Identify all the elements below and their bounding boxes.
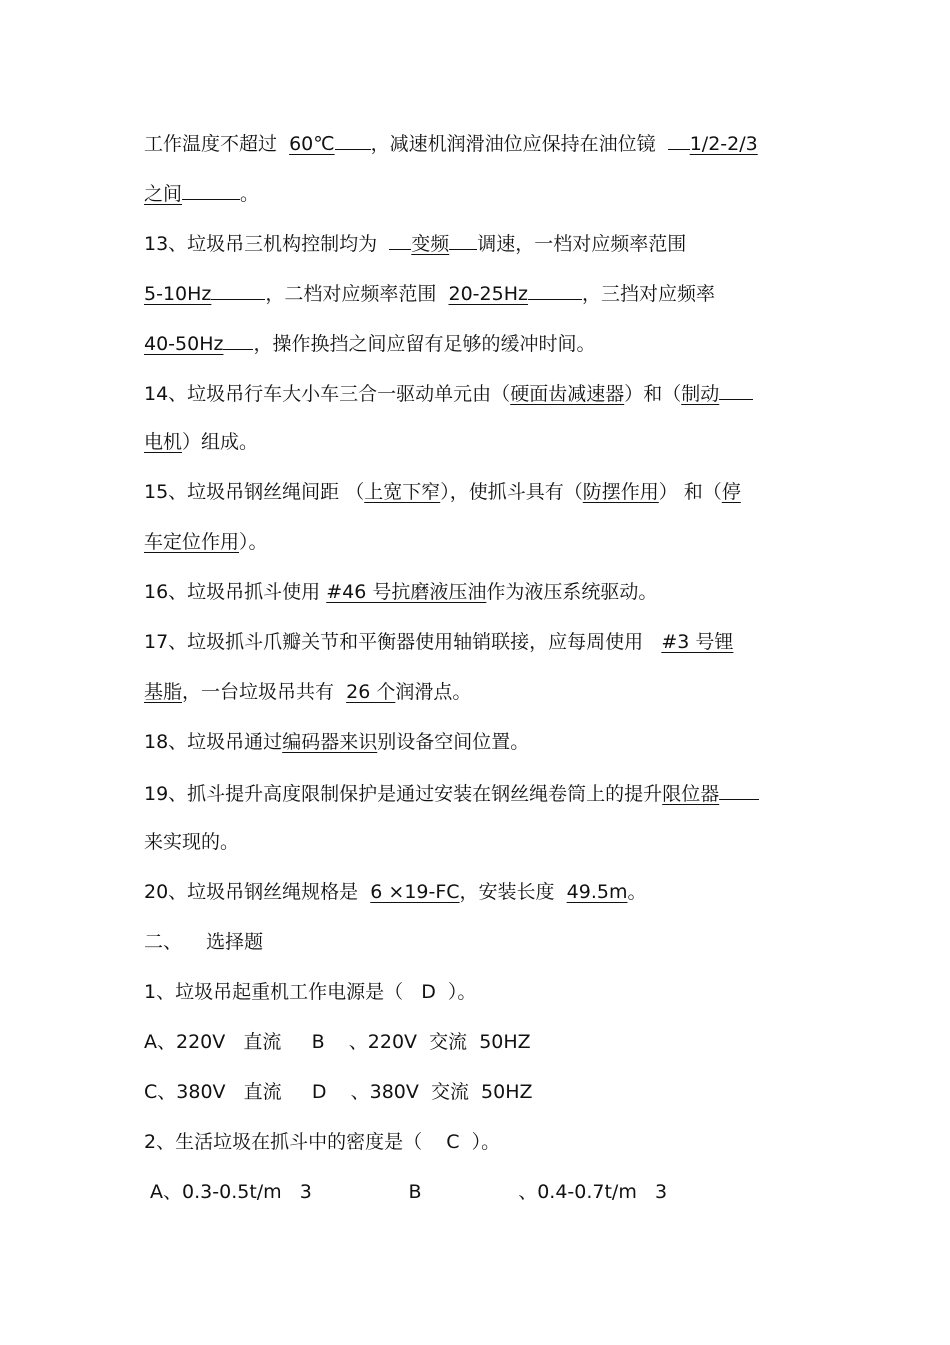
text-run: ）。 — [239, 531, 268, 553]
text-run: 1、垃圾吊起重机工作电源是（ D ）。 — [144, 981, 477, 1003]
answer-blank: 车定位作用 — [144, 531, 240, 553]
text-line — [144, 427, 808, 457]
text-run: 16、垃圾吊抓斗使用 — [144, 581, 327, 603]
underline-blank — [223, 327, 253, 350]
text-run: ）组成。 — [182, 431, 259, 453]
option-line — [144, 1177, 808, 1207]
answer-blank: 上宽下窄 — [364, 481, 441, 503]
text-run: ，减速机润滑油位应保持在油位镜 — [370, 133, 668, 155]
answer-blank: 60℃ — [289, 133, 335, 155]
text-line — [144, 627, 808, 657]
underline-blank — [335, 127, 371, 150]
text-line — [144, 127, 808, 157]
text-line — [144, 527, 808, 557]
answer-blank: 限位器 — [662, 783, 720, 805]
text-run: 。 — [627, 881, 647, 903]
text-line — [144, 677, 808, 707]
text-line — [144, 877, 808, 907]
text-run: 别设备空间位置。 — [377, 731, 530, 753]
underline-blank — [668, 127, 690, 150]
underline-blank — [528, 277, 582, 300]
text-run: 工作温度不超过 — [144, 133, 290, 155]
answer-blank: 1/2-2/3 — [689, 133, 758, 155]
answer-blank: 之间 — [144, 183, 183, 205]
text-run: ，三挡对应频率 — [581, 283, 715, 305]
text-line — [144, 327, 808, 357]
option-line — [144, 1027, 808, 1057]
answer-blank: 防摆作用 — [582, 481, 659, 503]
text-run: A、0.3-0.5t/m 3 B 、0.4-0.7t/m 3 — [144, 1181, 668, 1203]
text-run: 13、垃圾吊三机构控制均为 — [144, 233, 390, 255]
text-run: 。 — [240, 183, 260, 205]
text-run: A、220V 直流 B 、220V 交流 50HZ — [144, 1031, 531, 1053]
answer-blank: #3 号锂 — [661, 631, 734, 653]
section-heading — [144, 927, 808, 957]
text-line — [144, 727, 808, 757]
text-run: ），使抓斗具有（ — [440, 481, 583, 503]
answer-blank: 编码器来识 — [282, 731, 378, 753]
answer-blank: #46 号抗磨液压油 — [326, 581, 487, 603]
text-run: 19、抓斗提升高度限制保护是通过安装在钢丝绳卷筒上的提升 — [144, 783, 663, 805]
question-line — [144, 977, 808, 1007]
text-run: ）和（ — [624, 383, 682, 405]
answer-blank: 停 — [721, 481, 741, 503]
text-run: 作为液压系统驱动。 — [486, 581, 658, 603]
question-line — [144, 1127, 808, 1157]
text-run: 17、垃圾抓斗爪瓣关节和平衡器使用轴销联接，应每周使用 — [144, 631, 662, 653]
text-run: 20、垃圾吊钢丝绳规格是 — [144, 881, 371, 903]
text-line — [144, 177, 808, 207]
answer-blank: 制动 — [681, 383, 720, 405]
answer-blank: 49.5m — [566, 881, 628, 903]
text-run: 14、垃圾吊行车大小车三合一驱动单元由（ — [144, 383, 511, 405]
text-run: 15、垃圾吊钢丝绳间距 （ — [144, 481, 365, 503]
underline-blank — [719, 377, 753, 400]
text-line — [144, 577, 808, 607]
text-line — [144, 377, 808, 407]
underline-blank — [182, 177, 240, 200]
text-run: ） 和（ — [658, 481, 722, 503]
answer-blank: 电机 — [144, 431, 183, 453]
underline-blank — [449, 227, 477, 250]
text-line — [144, 777, 808, 807]
answer-blank: 26 个 — [346, 681, 396, 703]
text-run: ，操作换挡之间应留有足够的缓冲时间。 — [253, 333, 596, 355]
text-run: 来实现的。 — [144, 831, 240, 853]
answer-blank: 硬面齿减速器 — [510, 383, 625, 405]
answer-blank: 基脂 — [144, 681, 183, 703]
answer-blank: 变频 — [411, 233, 450, 255]
underline-blank — [719, 777, 759, 800]
text-run: 18、垃圾吊通过 — [144, 731, 283, 753]
underline-blank — [211, 277, 265, 300]
answer-blank: 40-50Hz — [144, 333, 224, 355]
text-line — [144, 277, 808, 307]
text-run: ，安装长度 — [459, 881, 567, 903]
text-line — [144, 477, 808, 507]
text-run: 二、 选择题 — [144, 931, 264, 953]
text-line — [144, 827, 808, 857]
option-line — [144, 1077, 808, 1107]
answer-blank: 6 ×19-FC — [370, 881, 460, 903]
text-run: ，二档对应频率范围 — [265, 283, 449, 305]
text-run: ，一台垃圾吊共有 — [182, 681, 347, 703]
text-run: 润滑点。 — [395, 681, 472, 703]
answer-blank: 5-10Hz — [144, 283, 212, 305]
answer-blank: 20-25Hz — [448, 283, 528, 305]
text-run: C、380V 直流 D 、380V 交流 50HZ — [144, 1081, 533, 1103]
underline-blank — [389, 227, 411, 250]
text-run: 2、生活垃圾在抓斗中的密度是（ C ）。 — [144, 1131, 501, 1153]
text-line — [144, 227, 808, 257]
text-run: 调速，一档对应频率范围 — [477, 233, 687, 255]
